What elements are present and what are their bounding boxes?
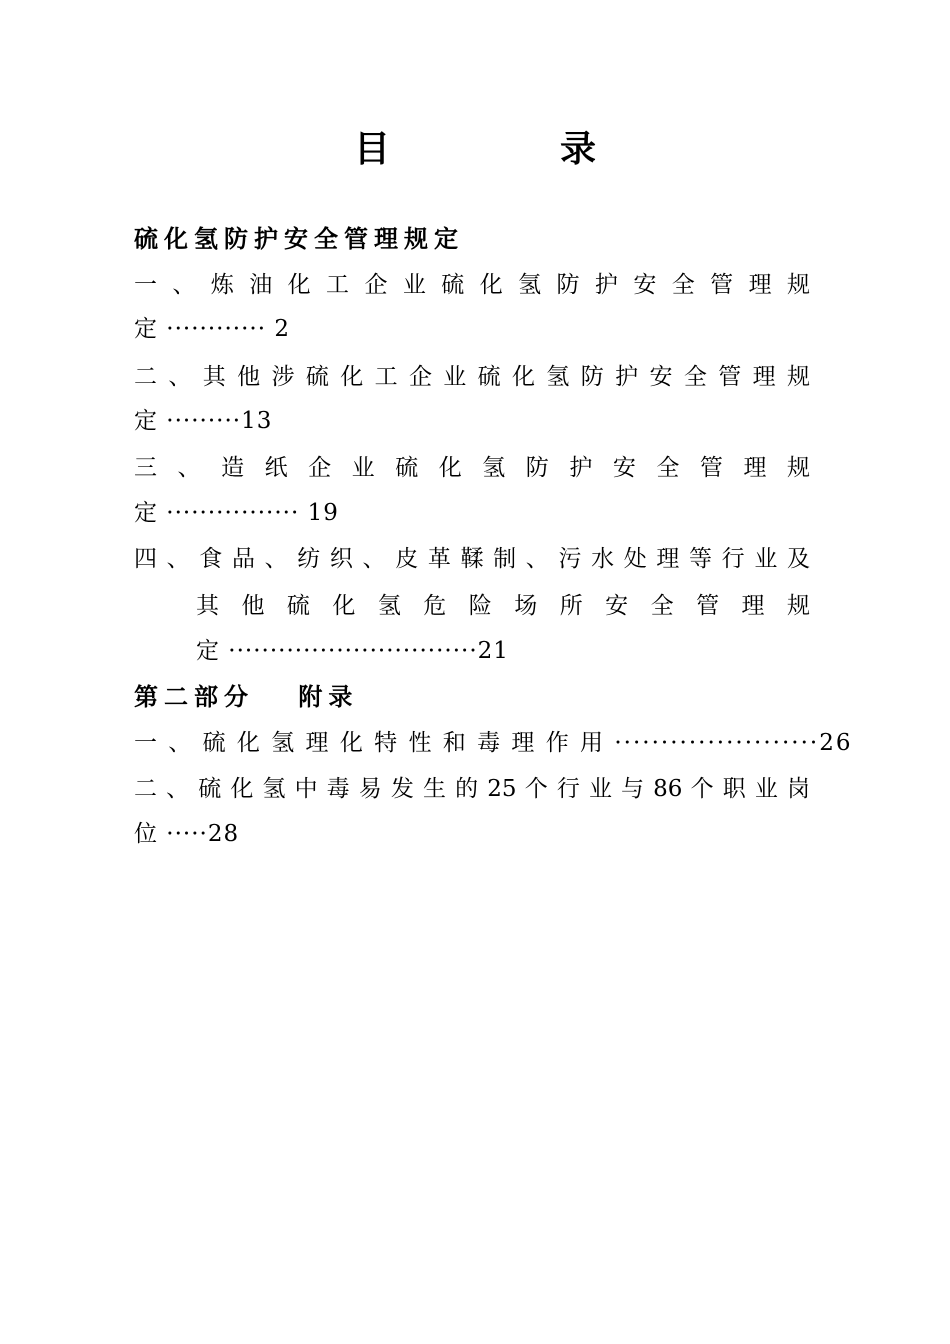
toc-item-4-line-1: 四 、 食 品 、 纺 织 、 皮 革 鞣 制 、 污 水 处 理 等 行 业 及 xyxy=(134,546,810,572)
appendix-item-1-line-1: 一 、 硫 化 氢 理 化 特 性 和 毒 理 作 用 ······················26 xyxy=(134,730,853,756)
toc-item-4-line-3: 定 ······························21 xyxy=(196,638,509,664)
appendix-item-2-line-2: 位 ·····28 xyxy=(134,821,240,847)
toc-item-1-line-2: 定 ············ 2 xyxy=(134,316,290,342)
part2-heading: 第二部分 附录 xyxy=(134,683,359,711)
toc-item-3-line-1: 三 、 造 纸 企 业 硫 化 氢 防 护 安 全 管 理 规 xyxy=(134,455,810,481)
part1-heading: 硫化氢防护安全管理规定 xyxy=(134,225,464,253)
toc-item-1-line-1: 一 、 炼 油 化 工 企 业 硫 化 氢 防 护 安 全 管 理 规 xyxy=(134,272,810,298)
toc-item-4-line-2: 其 他 硫 化 氢 危 险 场 所 安 全 管 理 规 xyxy=(196,593,810,619)
toc-title xyxy=(0,122,950,178)
toc-item-2-line-2: 定 ·········13 xyxy=(134,408,273,434)
toc-item-3-line-2: 定 ················ 19 xyxy=(134,500,339,526)
appendix-item-2-line-1: 二 、 硫 化 氢 中 毒 易 发 生 的 25 个 行 业 与 86 个 职 业 岗 xyxy=(134,776,810,802)
toc-title-char-1: 目 xyxy=(353,129,390,170)
toc-item-2-line-1: 二 、 其 他 涉 硫 化 工 企 业 硫 化 氢 防 护 安 全 管 理 规 xyxy=(134,364,810,390)
toc-title-char-2: 录 xyxy=(560,129,597,170)
